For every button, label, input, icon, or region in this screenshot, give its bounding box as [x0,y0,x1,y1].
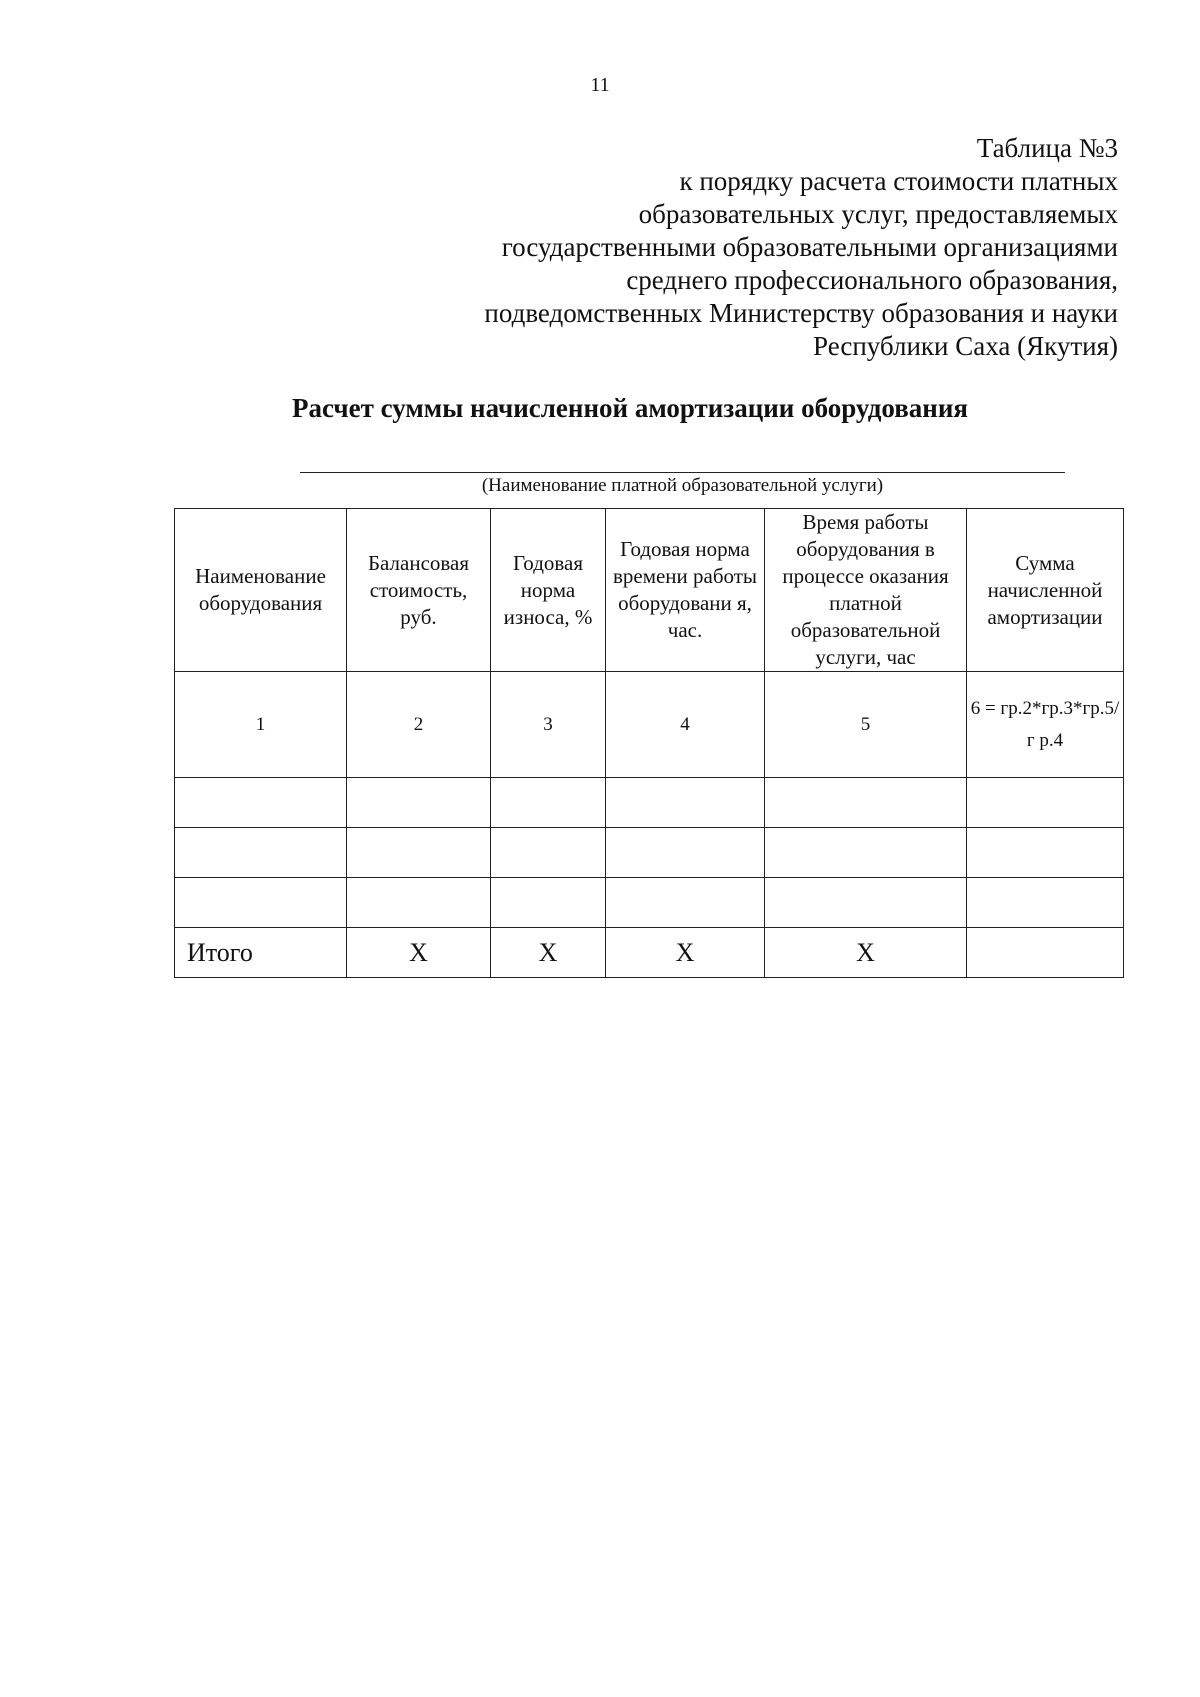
column-header: Балансовая стоимость, руб. [347,509,491,672]
total-cell: X [765,928,967,978]
service-name-blank-line [300,472,1065,473]
table-cell [347,878,491,928]
total-label: Итого [175,928,347,978]
column-header: Годовая норма износа, % [491,509,606,672]
table-cell [606,828,765,878]
header-line: к порядку расчета стоимости платных [679,166,1118,196]
total-cell: X [606,928,765,978]
table-cell [347,828,491,878]
column-number: 2 [347,672,491,778]
column-numbering-row [175,672,1124,778]
amortization-table [174,508,1124,978]
column-number: 3 [491,672,606,778]
total-amount-cell [967,928,1124,978]
table-cell [175,828,347,878]
column-header: Наименование оборудования [175,509,347,672]
table-cell [175,778,347,828]
column-header: Время работы оборудования в процессе оказания платной образовательной услуги, час [765,509,967,672]
total-cell: X [491,928,606,978]
header-line: Таблица №3 [976,133,1118,163]
column-number: 4 [606,672,765,778]
appendix-header [218,132,1118,363]
table-cell [491,828,606,878]
document-title: Расчет суммы начисленной амортизации оборудования [291,393,968,423]
column-header: Годовая норма времени работы оборудовани я, час. [606,509,765,672]
header-line: Республики Саха (Якутия) [813,331,1118,361]
table-cell [765,778,967,828]
table-row [175,778,1124,828]
header-line: образовательных услуг, предоставляемых [638,199,1118,229]
table-cell [967,878,1124,928]
table-cell [347,778,491,828]
table-row [175,878,1124,928]
table-cell [491,778,606,828]
column-number-formula: 6 = гр.2*гр.3*гр.5/г р.4 [967,672,1124,778]
column-number: 5 [765,672,967,778]
table-cell [606,778,765,828]
header-line: государственными образовательными организациями [501,232,1118,262]
service-name-caption: (Наименование платной образовательной услуги) [481,475,884,496]
total-cell: X [347,928,491,978]
table-cell [765,878,967,928]
table-row [175,828,1124,878]
column-header: Сумма начисленной амортизации [967,509,1124,672]
total-row [175,928,1124,978]
table-cell [491,878,606,928]
header-line: среднего профессионального образования, [626,265,1118,295]
table-cell [175,878,347,928]
column-number: 1 [175,672,347,778]
table-cell [967,778,1124,828]
table-header-row [175,509,1124,672]
table-cell [765,828,967,878]
page-number: 11 [590,74,610,96]
table-cell [967,828,1124,878]
table-cell [606,878,765,928]
header-line: подведомственных Министерству образования и науки [484,298,1118,328]
